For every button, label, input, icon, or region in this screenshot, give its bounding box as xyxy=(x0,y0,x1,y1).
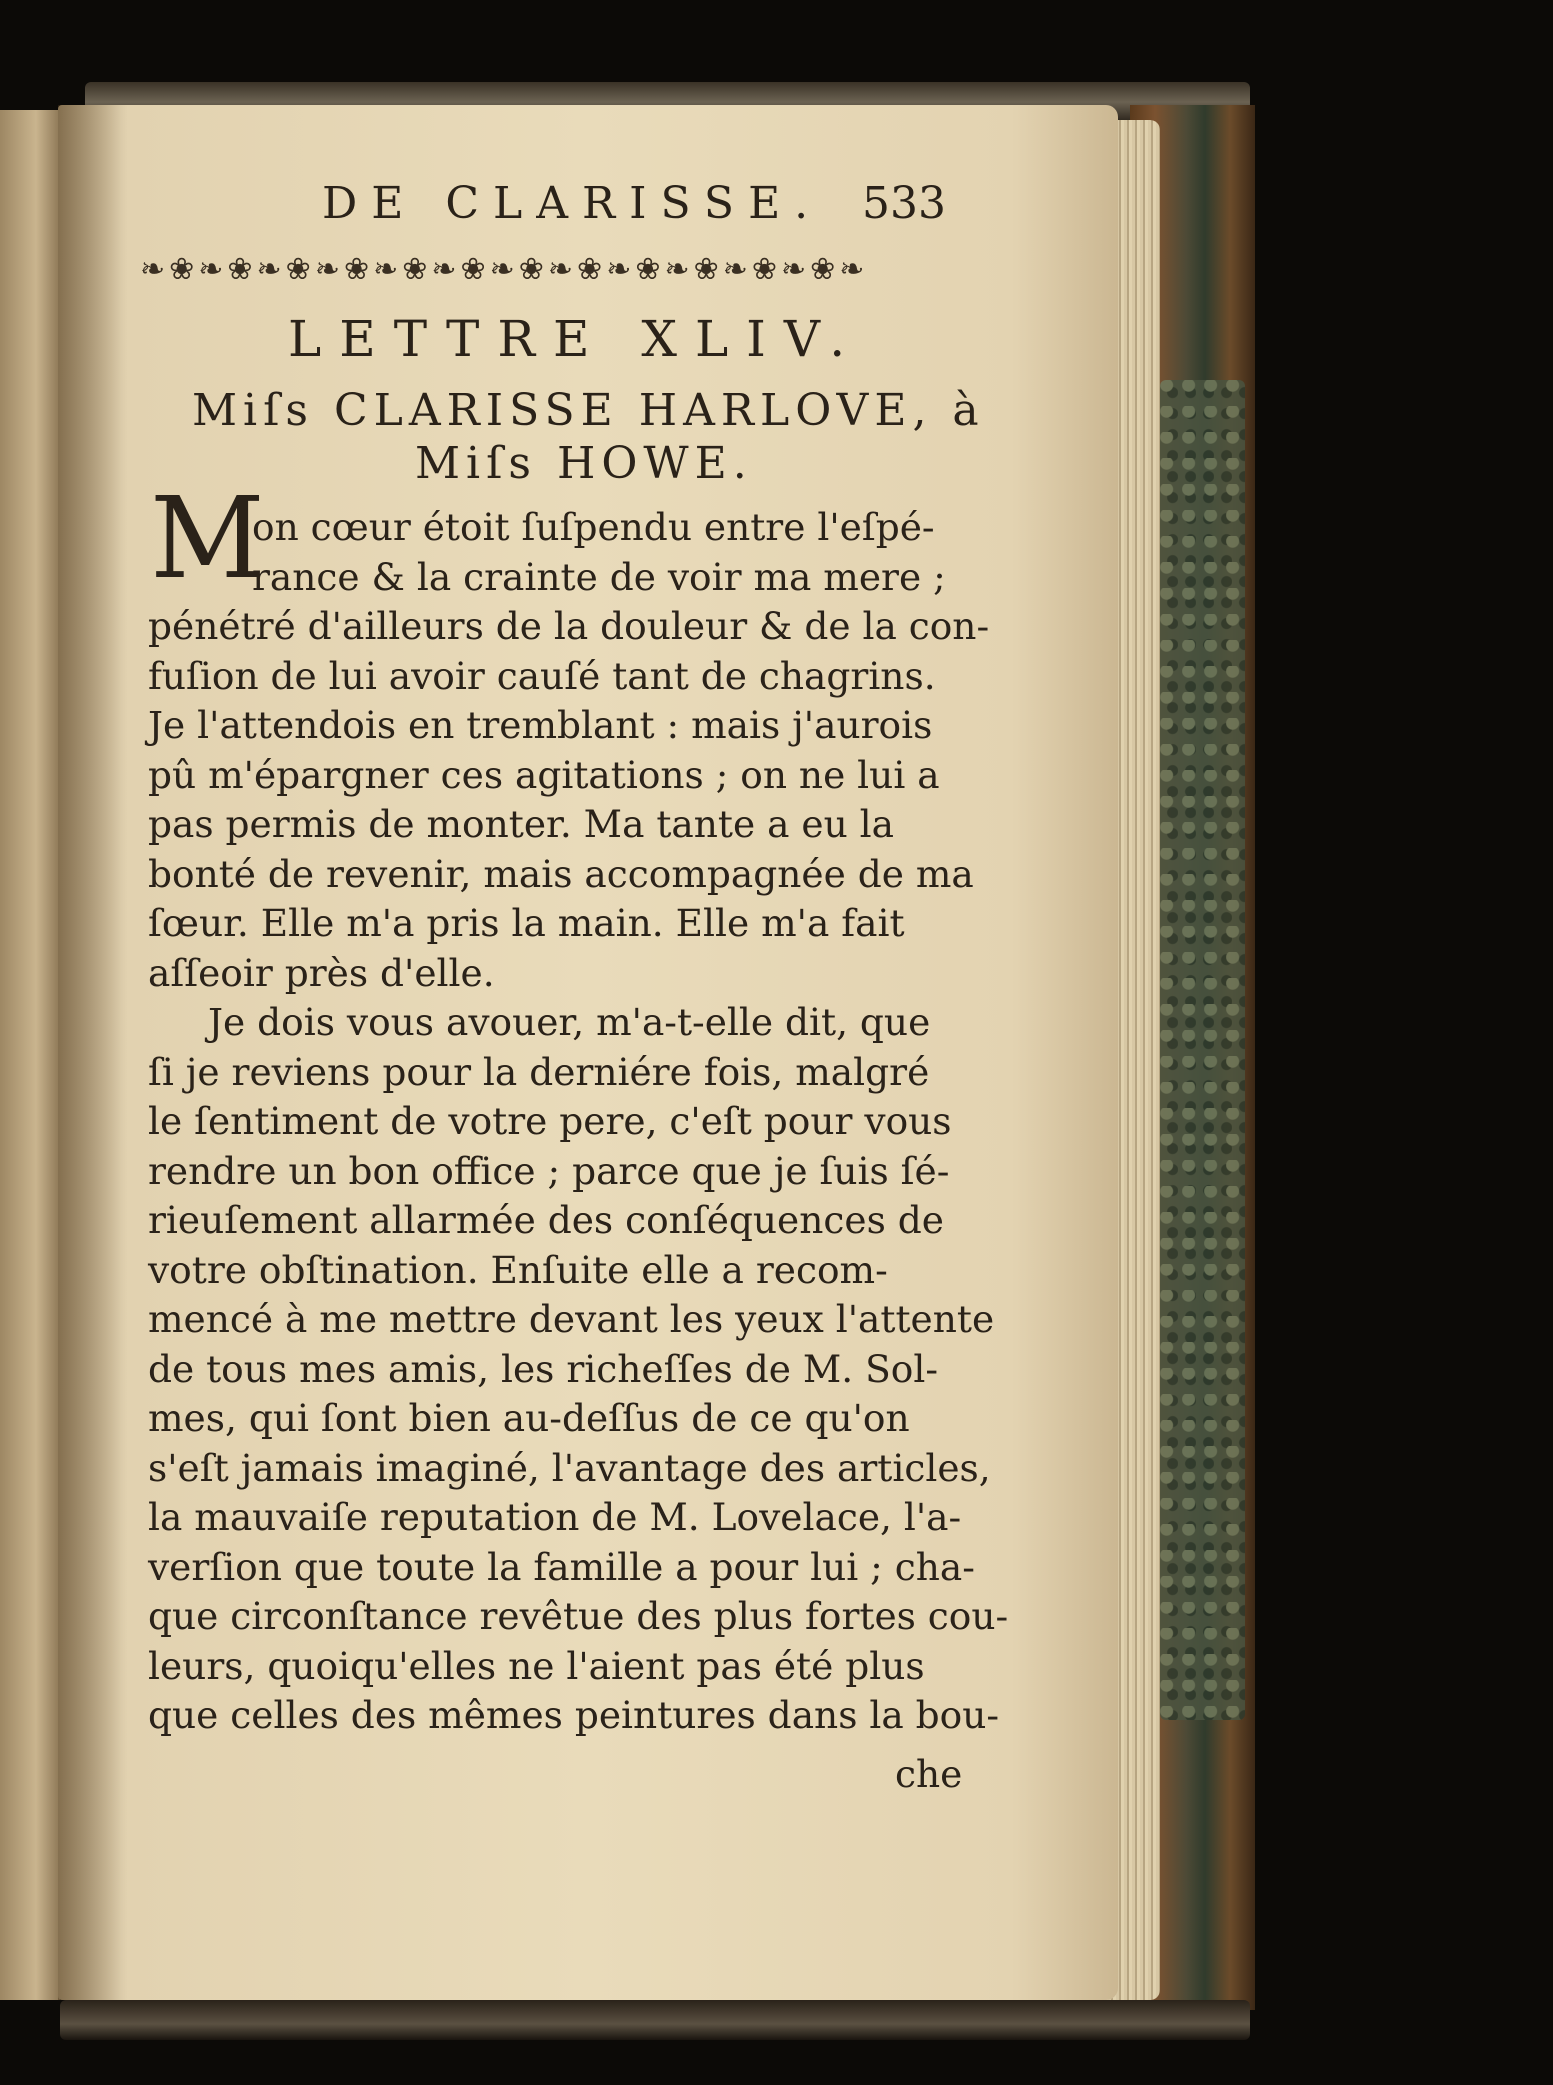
drop-cap: M xyxy=(150,474,265,604)
body-line: rieuſement allarmée des conſéquences de xyxy=(148,1198,944,1242)
body-line: votre obſtination. Enſuite elle a recom- xyxy=(148,1247,888,1292)
body-line: la mauvaiſe reputation de M. Lovelace, l'a- xyxy=(148,1495,962,1539)
body-line: pénétré d'ailleurs de la douleur & de la con- xyxy=(148,604,990,648)
salutation-line-2: Miſs HOWE. xyxy=(415,438,753,489)
body-line: leurs, quoiqu'elles ne l'aient pas été plus xyxy=(148,1643,925,1688)
salutation-line-1: Miſs CLARISSE HARLOVE, à xyxy=(192,385,985,436)
body-line: aſſeoir près d'elle. xyxy=(148,950,495,995)
body-line: pas permis de monter. Ma tante a eu la xyxy=(148,802,895,846)
body-line: on cœur étoit ſuſpendu entre l'eſpé- xyxy=(252,505,935,549)
body-line: bonté de revenir, mais accompagnée de ma xyxy=(148,851,974,896)
body-line: fuſion de lui avoir cauſé tant de chagrins. xyxy=(148,653,936,698)
cover-bottom-edge xyxy=(60,2000,1250,2040)
body-line: Je l'attendois en tremblant : mais j'aurois xyxy=(148,703,933,747)
body-line: ſœur. Elle m'a pris la main. Elle m'a fait xyxy=(148,901,905,945)
gutter-shadow xyxy=(58,105,128,2000)
body-line: que celles des mêmes peintures dans la bou- xyxy=(148,1693,1000,1737)
body-line: pû m'épargner ces agitations ; on ne lui a xyxy=(148,752,940,797)
letter-title: LETTRE XLIV. xyxy=(288,310,864,368)
body-line: ſi je reviens pour la derniére fois, malgré xyxy=(148,1049,930,1094)
marbled-cover xyxy=(1160,380,1245,1720)
body-line: mencé à me mettre devant les yeux l'attente xyxy=(148,1297,995,1341)
body-line: le ſentiment de votre pere, c'eſt pour vous xyxy=(148,1099,952,1143)
body-line: que circonſtance revêtue des plus fortes cou- xyxy=(148,1594,1009,1638)
body-line: verſion que toute la famille a pour lui ; cha- xyxy=(148,1544,975,1589)
left-page-edge xyxy=(0,110,60,2000)
body-line: rance & la crainte de voir ma mere ; xyxy=(252,554,946,599)
running-title: DE CLARISSE. xyxy=(322,178,823,229)
body-line: de tous mes amis, les richeſſes de M. Sol- xyxy=(148,1346,939,1391)
page-number: 533 xyxy=(862,178,946,229)
body-line: s'eſt jamais imaginé, l'avantage des articles, xyxy=(148,1445,991,1490)
body-line: rendre un bon office ; parce que je ſuis ſé- xyxy=(148,1148,950,1193)
ornament-band: ❧❀❧❀❧❀❧❀❧❀❧❀❧❀❧❀❧❀❧❀❧❀❧❀❧ xyxy=(140,252,869,287)
catchword: che xyxy=(895,1752,963,1796)
body-line: mes, qui ſont bien au-deſſus de ce qu'on xyxy=(148,1396,910,1440)
body-line: Je dois vous avouer, m'a-t-elle dit, que xyxy=(208,1000,931,1044)
